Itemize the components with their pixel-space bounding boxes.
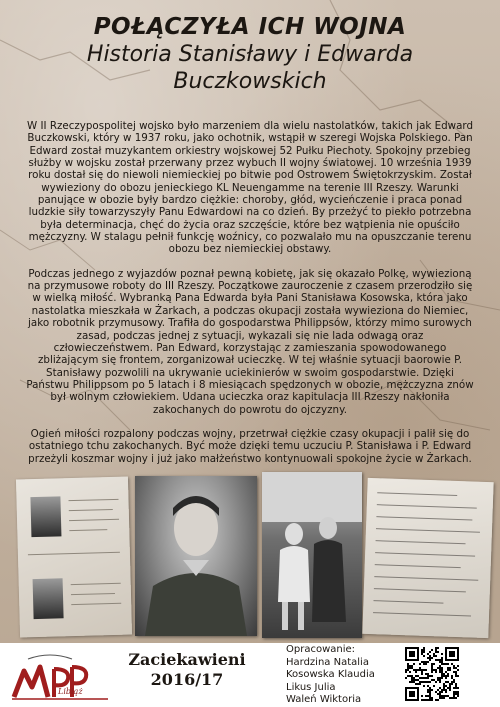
authors-block <box>286 644 375 707</box>
poster-subtitle-line1: Historia Stanisławy i Edwarda <box>86 42 414 67</box>
logo-libiaz-text: Libiąż <box>58 687 83 696</box>
author-name: Likus Julia <box>286 681 336 693</box>
photo-collage <box>0 468 500 643</box>
handwritten-letter-photo <box>362 478 493 638</box>
paragraph-2: Podczas jednego z wyjazdów poznał pewną kobietę, jak się okazało Polkę, wywiezioną na przymusowe roboty do III Rzeszy. Początkowe zauroczenie z czasem przerodziło się w wielką miłość. Wybranką Pana Edwarda była Pani Stanisława Kosowska, która jako nastolatka mieszkała w Żarkach, a podczas okupacji została wywieziona do Niemiec, jako robotnik przymusowy. Trafiła do gospodarstwa Philippsów, którzy mimo surowych zasad, podczas jednej z sytuacji, wykazali się nie lada odwagą oraz człowieczeństwem. Pan Edward, korzystając z zamieszania spowodowanego zbliżającym się frontem, zorganizował ucieczkę. W tej właśnie sytuacji baorowie P. Stanisławy pozwolili na ukrywanie uciekinierów w swoim gospodarstwie. Dzięki Państwu Philippsom po 5 latach i 8 miesiącach spędzonych w obozie, mężczyzna znów był wolnym człowiekiem. Udana ucieczka oraz kapitulacja III Rzeszy nakłoniła zakochanych do powrotu do ojczyzny. <box>26 267 474 416</box>
poster-title: POŁĄCZYŁA ICH WOJNA <box>93 14 407 40</box>
author-name: Kosowska Klaudia <box>286 669 375 681</box>
qr-code-icon[interactable] <box>405 647 459 701</box>
prepared-by-label: Opracowanie: <box>286 644 356 655</box>
paragraph-1: W II Rzeczypospolitej wojsko było marzeniem dla wielu nastolatków, takich jak Edward Buczkowski, który w 1937 roku, jako ochotnik, wstąpił w szeregi Wojska Polskiego. Pan Edward został muzykantem orkiestry wojskowej 52 Pułku Piechoty. Spokojny przebieg służby w wojsku został przerwany przez wybuch II wojny światowej. 10 września 1939 roku dostał się do niewoli niemieckiej po bitwie pod Ostrowem Świętokrzyskim. Został wywieziony do obozu jenieckiego KL Neuengamme na terenie III Rzeszy. Warunki panujące w obozie były bardzo ciężkie: choroby, głód, wycieńczenie i praca ponad ludzkie siły towarzyszyły Panu Edwardowi na co dzień. By przeżyć to piekło potrzebna była determinacja, chęć do życia oraz szczęście, które bez wątpienia nie opuściło mężczyzny. W stalagu pełnił funkcję woźnicy, co pozwalało mu na opuszczanie terenu obozu bez niemieckiej obstawy. <box>27 120 473 256</box>
contest-year: 2016/17 <box>150 670 224 689</box>
contest-title <box>112 650 262 690</box>
story-text <box>26 120 474 477</box>
poster-subtitle-line2: Buczkowskich <box>173 69 327 94</box>
contest-name: Zaciekawieni <box>128 650 246 669</box>
author-name: Waleń Wiktoria <box>286 694 362 706</box>
author-name: Hardzina Natalia <box>286 656 369 668</box>
couple-photo <box>262 472 362 638</box>
paragraph-3: Ogień miłości rozpalony podczas wojny, przetrwał ciężkie czasy okupacji i palił się do ostatniego tchu zakochanych. Być może dzięki temu uczuciu P. Stanisława i P. Edward przeżyli koszmar wojny i już jako małżeństwo kontynuowali spokojne życie w Żarkach. <box>28 427 472 465</box>
header <box>0 14 500 95</box>
military-document-photo <box>16 477 132 638</box>
footer <box>0 643 500 707</box>
mbp-library-logo <box>10 649 110 703</box>
soldier-portrait-photo <box>135 476 257 636</box>
